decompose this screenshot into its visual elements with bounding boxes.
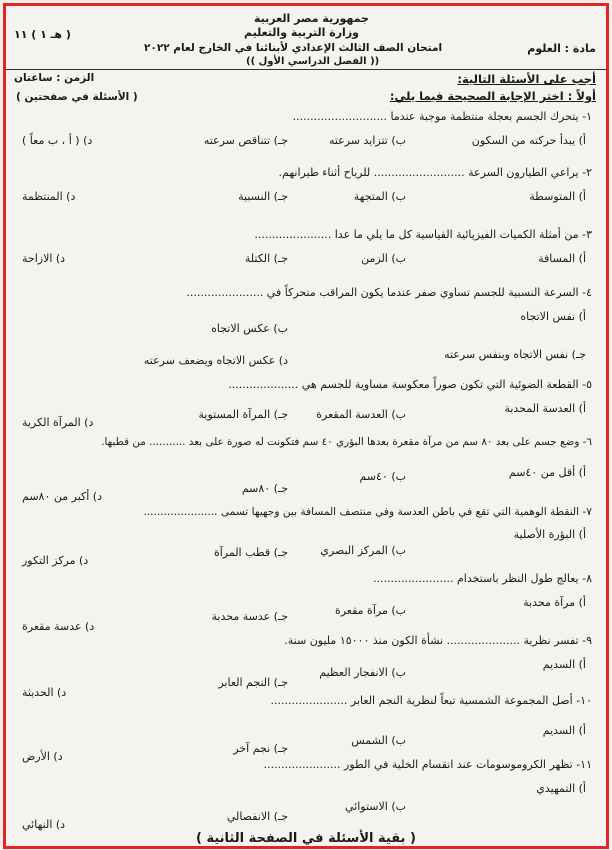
option-d: د) المرآة الكرية bbox=[22, 416, 94, 429]
option-b: ب) مرآة مقعرة bbox=[334, 604, 406, 617]
pages-note: ( الأسئلة في صفحتين ) bbox=[16, 91, 138, 103]
answer-instruction: أجب على الأسئلة التالية: bbox=[457, 72, 596, 86]
option-c: جـ) تتناقص سرعته bbox=[203, 134, 288, 147]
republic-name: جمهورية مصر العربية bbox=[254, 12, 369, 25]
option-b: ب) الانفجار العظيم bbox=[319, 666, 406, 679]
exam-title: امتحان الصف الثالث الإعدادي لأبنائنا في الخارج لعام ٢٠٢٢ bbox=[144, 42, 443, 54]
option-a: أ) أقل من ٤٠سم bbox=[508, 466, 586, 479]
question-6 bbox=[22, 436, 592, 504]
question-9 bbox=[22, 634, 592, 699]
option-b: ب) العدسة المقعرة bbox=[316, 408, 406, 421]
option-b: ب) تتزايد سرعته bbox=[328, 134, 406, 147]
option-d: د) عدسة مقعرة bbox=[22, 620, 95, 633]
option-a: أ) المسافة bbox=[538, 252, 586, 265]
option-a: أ) البؤرة الأصلية bbox=[513, 528, 586, 541]
time-label: الزمن : ساعتان bbox=[14, 72, 95, 84]
option-a: أ) السديم bbox=[542, 658, 586, 671]
semester-label: (( الفصل الدراسي الأول )) bbox=[246, 56, 380, 67]
option-a: أ) المتوسطة bbox=[529, 190, 586, 203]
question-stem: ٢- يراعي الطيارون السرعة .......................... للرياح أثناء طيرانهم. bbox=[278, 166, 592, 179]
option-d: د) النهائي bbox=[22, 818, 66, 831]
question-stem: ١١- تظهر الكروموسومات عند انقسام الخلية في الطور ...................... bbox=[263, 758, 592, 771]
exam-code: ( هـ ١ ) ١١ bbox=[14, 28, 71, 41]
option-b: ب) ٤٠سم bbox=[359, 470, 406, 483]
exam-page bbox=[3, 3, 609, 849]
option-d: د) الحديثة bbox=[22, 686, 67, 699]
option-a: أ) السديم bbox=[542, 724, 586, 737]
option-d: د) المنتظمة bbox=[22, 190, 76, 203]
option-c: جـ) قطب المرآة bbox=[213, 546, 288, 559]
option-c: جـ) النسبية bbox=[238, 190, 288, 203]
question-3 bbox=[22, 228, 592, 268]
option-a: أ) يبدأ حركته من السكون bbox=[471, 134, 586, 147]
question-stem: ٤- السرعة النسبية للجسم تساوي صفر عندما يكون المراقب متحركاً في ...................... bbox=[186, 286, 592, 299]
option-d: د) أكبر من ٨٠سم bbox=[22, 490, 103, 503]
option-a: أ) نفس الاتجاه bbox=[520, 310, 586, 323]
option-d: د) ( أ ، ب معاً ) bbox=[22, 134, 93, 147]
option-c: جـ) ٨٠سم bbox=[241, 482, 288, 495]
option-b: ب) المركز البصري bbox=[320, 544, 406, 557]
option-c: جـ) نجم آخر bbox=[233, 742, 288, 755]
question-stem: ٩- تفسر نظرية ..................... نشأة الكون منذ ١٥٠٠٠ مليون سنة. bbox=[284, 634, 592, 647]
option-b: ب) الاستوائي bbox=[345, 800, 406, 813]
part-one-heading: أولاً : اختر الإجابة الصحيحة فيما يلي: bbox=[389, 89, 596, 103]
question-5 bbox=[22, 378, 592, 429]
question-stem: ٦- وضع جسم على بعد ٨٠ سم من مرآة مقعرة بعدها البؤري ٤٠ سم فتكونت له صورة على بعد ........... من قطبها. bbox=[101, 436, 592, 448]
option-b: ب) عكس الاتجاه bbox=[211, 322, 288, 335]
option-d: د) الأرض bbox=[22, 750, 63, 763]
question-2 bbox=[22, 166, 592, 206]
option-c: جـ) المرآة المستوية bbox=[198, 408, 288, 421]
option-c: جـ) الكتلة bbox=[244, 252, 288, 265]
question-stem: ١٠- أصل المجموعة الشمسية تبعاً لنظرية النجم العابر ...................... bbox=[270, 694, 592, 707]
option-b: ب) الزمن bbox=[361, 252, 406, 265]
option-c: جـ) نفس الاتجاه وبنفس سرعته bbox=[444, 348, 586, 361]
question-8 bbox=[22, 572, 592, 632]
question-stem: ٨- يعالج طول النظر باستخدام ....................... bbox=[373, 572, 592, 585]
option-d: د) الازاحة bbox=[22, 252, 66, 265]
ministry-name: وزارة التربية والتعليم bbox=[244, 26, 359, 39]
option-a: أ) التمهيدي bbox=[536, 782, 586, 795]
option-b: ب) المتجهة bbox=[353, 190, 406, 203]
continue-note: ( بقية الأسئلة في الصفحة الثانية ) bbox=[196, 831, 416, 846]
question-stem: ٧- النقطة الوهمية التي تقع في باطن العدسة وفي منتصف المسافة بين وجهيها تسمى ...................... bbox=[143, 506, 592, 518]
question-stem: ١- يتحرك الجسم بعجلة منتظمة موجبة عندما ........................... bbox=[292, 110, 592, 123]
option-c: جـ) الانفصالي bbox=[226, 810, 288, 823]
option-a: أ) مرآة محدبة bbox=[523, 596, 586, 609]
header-divider bbox=[6, 69, 606, 70]
option-b: ب) الشمس bbox=[351, 734, 406, 747]
option-a: أ) العدسة المحدبة bbox=[504, 402, 586, 415]
question-7 bbox=[22, 506, 592, 566]
question-stem: ٣- من أمثلة الكميات الفيزيائية القياسية كل ما يلي ما عدا ...................... bbox=[254, 228, 592, 241]
question-stem: ٥- القطعة الضوئية التي تكون صوراً معكوسة مساوية للجسم هي .................... bbox=[228, 378, 592, 391]
question-4 bbox=[22, 286, 592, 366]
option-c: جـ) النجم العابر bbox=[218, 676, 288, 689]
option-d: د) عكس الاتجاه ويضعف سرعته bbox=[143, 354, 288, 367]
option-d: د) مركز التكور bbox=[22, 554, 89, 567]
question-1 bbox=[22, 110, 592, 150]
question-10 bbox=[22, 694, 592, 763]
question-11 bbox=[22, 758, 592, 831]
option-c: جـ) عدسة محدبة bbox=[211, 610, 288, 623]
subject-label: مادة : العلوم bbox=[527, 42, 596, 55]
